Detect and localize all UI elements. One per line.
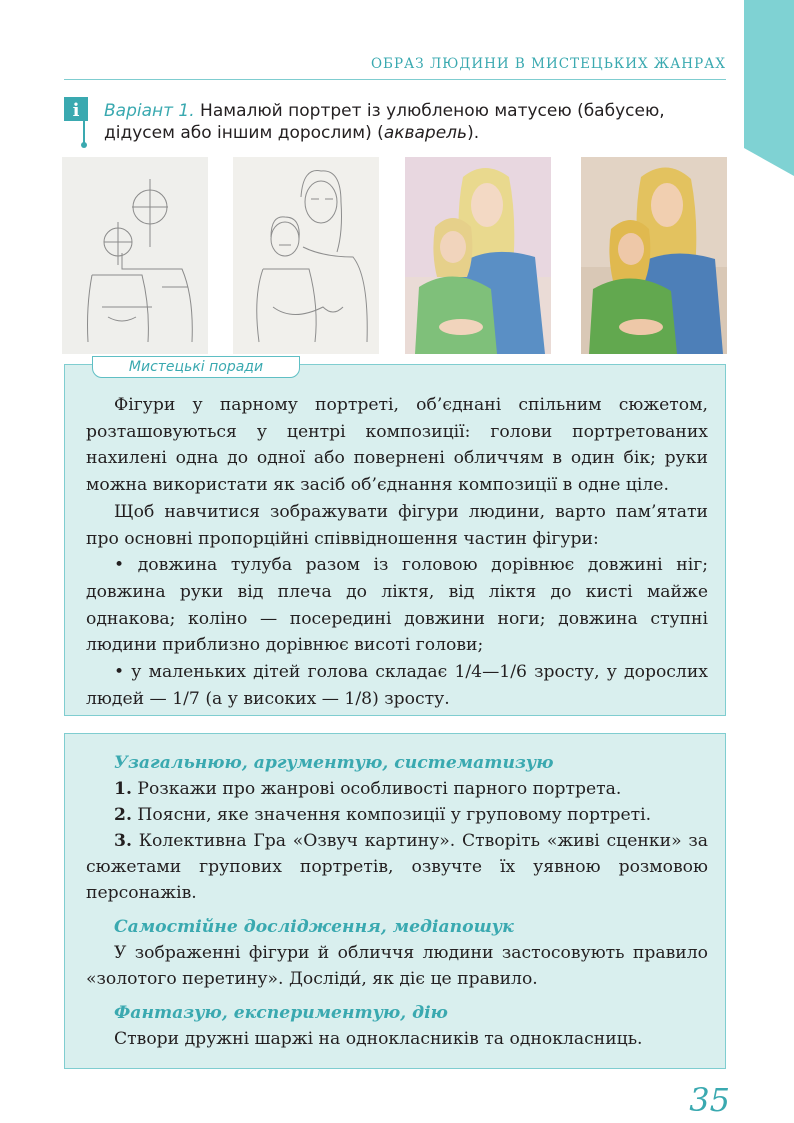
section-heading: Узагальнюю, аргументую, систематизую <box>114 753 554 773</box>
pencil-icon <box>64 97 88 149</box>
watercolor-finished-image <box>581 157 727 354</box>
watercolor-draft-image <box>405 157 551 354</box>
tips-paragraph: • у маленьких дітей голова складає 1/4—1/6 зросту, у дорослих людей — 1/7 (а у високих — 1/8) зросту. <box>86 662 708 709</box>
section-heading: Самостійне дослідження, медіапошук <box>114 917 514 937</box>
tips-text <box>86 392 708 712</box>
portrait-stages <box>0 157 794 354</box>
section-heading: Фантазую, експериментую, дію <box>114 1003 448 1023</box>
task-item: 3. Колективна Гра «Озвуч картину». Створіть «живі сценки» за сюжетами групових портретів, озвучте їх уявною розмовою персонажів. <box>86 831 708 903</box>
tasks-text <box>86 750 708 1052</box>
task-item: 2. Поясни, яке значення композиції у груповому портреті. <box>114 805 652 825</box>
pencil-detailed-sketch-image <box>233 157 379 354</box>
header-rule <box>64 79 726 80</box>
section-text: У зображенні фігури й обличчя людини застосовують правило «золотого перетину». Досліди́, як діє це правило. <box>86 943 708 989</box>
task-medium: акварель <box>383 123 468 143</box>
task-end: ). <box>467 123 480 143</box>
header-title: ОБРАЗ ЛЮДИНИ В МИСТЕЦЬКИХ ЖАНРАХ <box>370 56 726 72</box>
corner-tab <box>744 0 794 176</box>
task-item: 1. Розкажи про жанрові особливості парного портрета. <box>114 779 622 799</box>
section-text: Створи дружні шаржі на однокласників та однокласниць. <box>114 1029 643 1049</box>
page-number: 35 <box>689 1081 730 1119</box>
task-variant-1 <box>104 100 734 144</box>
task-number: 3. <box>114 831 132 851</box>
tips-paragraph: Фігури у парному портреті, об’єднані спільним сюжетом, розташовуються у центрі композиції: голови портретованих нахилені одна до одної або повернені обличчям в один бік; руки можна використати як засіб об’єднання композиції в одне ціле. <box>86 395 708 496</box>
pencil-construction-sketch-image <box>62 157 208 354</box>
svg-text:i: i <box>72 100 80 121</box>
task-number: 1. <box>114 779 132 799</box>
tips-label: Мистецькі поради <box>92 356 300 378</box>
task-number: 2. <box>114 805 132 825</box>
variant-label: Варіант 1. <box>104 101 195 121</box>
tips-paragraph: Щоб навчитися зображувати фігури людини, варто пам’ятати про основні пропорційні співвідношення частин фігури: <box>86 501 708 549</box>
tips-paragraph: • довжина тулуба разом із головою дорівнює довжині ніг; довжина руки від плеча до ліктя, від ліктя до кисті майже однакова; коліно — посередині довжини ноги; довжина ступні людини приблизно дорівнює висоті голови; <box>86 555 708 656</box>
task-text: Намалюй портрет із улюбленою матусею (бабусею, дідусем або іншим дорослим) ( <box>104 101 665 143</box>
